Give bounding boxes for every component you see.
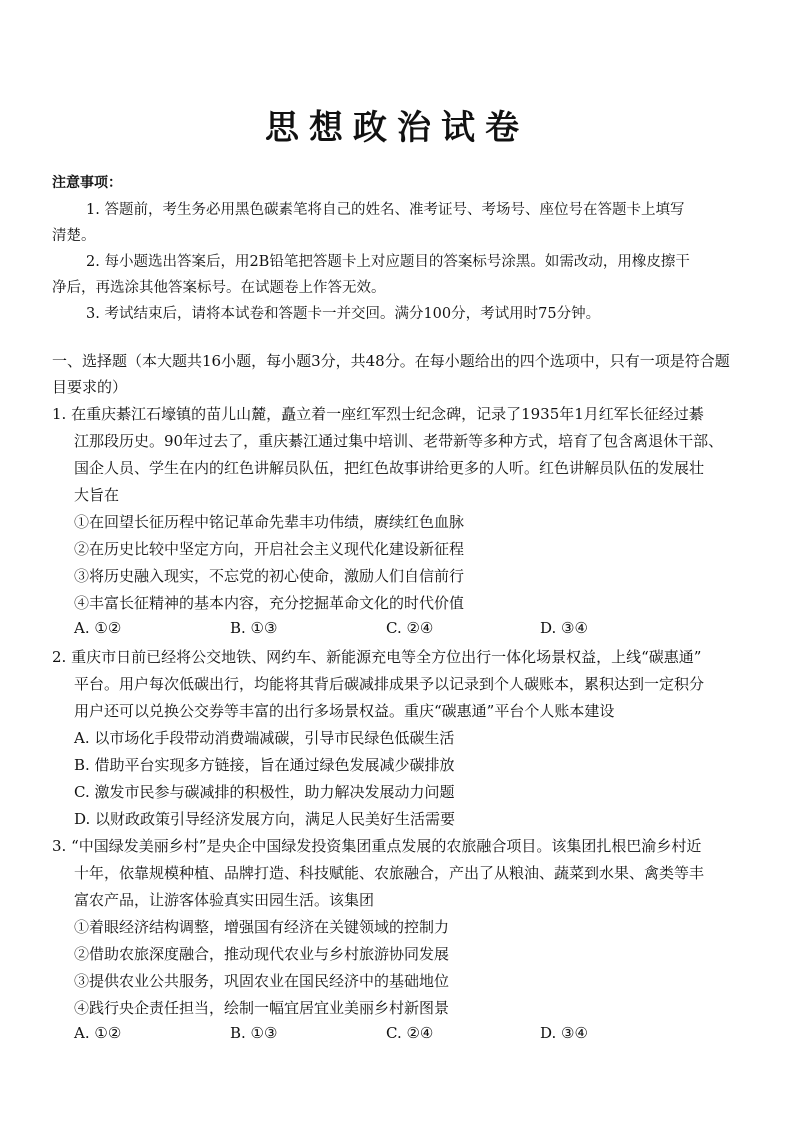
notice-line: 净后，再选涂其他答案标号。在试题卷上作答无效。 <box>52 280 386 296</box>
statement-item: ③将历史融入现实，不忘党的初心使命，激励人们自信前行 <box>74 567 465 585</box>
statement-item: ③提供农业公共服务，巩固农业在国民经济中的基础地位 <box>74 972 450 990</box>
answer-option-d: D. 以财政政策引导经济发展方向，满足人民美好生活需要 <box>74 810 456 828</box>
question-stem: 大旨在 <box>74 486 120 504</box>
answer-option-a: A. 以市场化手段带动消费端减碳，引导市民绿色低碳生活 <box>74 729 455 747</box>
statement-item: ①着眼经济结构调整，增强国有经济在关键领域的控制力 <box>74 918 450 936</box>
statement-item: ②借助农旅深度融合，推动现代农业与乡村旅游协同发展 <box>74 945 450 963</box>
choice-d: D. ③④ <box>540 1024 588 1042</box>
question-stem: 十年，依靠规模种植、品牌打造、科技赋能、农旅融合，产出了从粮油、蔬菜到水果、禽类等丰 <box>74 864 705 882</box>
question-stem: 用户还可以兑换公交券等丰富的出行多场景权益。重庆“碳惠通”平台个人账本建设 <box>74 702 615 720</box>
statement-item: ④践行央企责任担当，绘制一幅宜居宜业美丽乡村新图景 <box>74 999 450 1017</box>
statement-item: ①在回望长征历程中铭记革命先辈丰功伟绩，赓续红色血脉 <box>74 513 465 531</box>
question-stem: 富农产品，让游客体验真实田园生活。该集团 <box>74 891 375 909</box>
question-stem: 3. “中国绿发美丽乡村”是央企中国绿发投资集团重点发展的农旅融合项目。该集团扎根巴渝乡村近 <box>52 837 702 855</box>
question-stem: 江那段历史。90年过去了，重庆綦江通过集中培训、老带新等多种方式，培育了包含离退休干部、 <box>74 432 724 450</box>
question-stem: 1. 在重庆綦江石壕镇的苗儿山麓，矗立着一座红军烈士纪念碑，记录了1935年1月红军长征经过綦 <box>52 405 704 423</box>
choice-a: A. ①② <box>74 619 122 637</box>
question-stem: 平台。用户每次低碳出行，均能将其背后碳减排成果予以记录到个人碳账本，累积达到一定积分 <box>74 675 705 693</box>
statement-item: ④丰富长征精神的基本内容，充分挖掘革命文化的时代价值 <box>74 594 465 612</box>
notice-heading: 注意事项： <box>52 175 122 191</box>
section-heading: 一、选择题（本大题共16小题，每小题3分，共48分。在每小题给出的四个选项中，只有一项是符合题 <box>52 352 730 370</box>
question-stem: 2. 重庆市日前已经将公交地铁、网约车、新能源充电等全方位出行一体化场景权益，上线“碳惠通” <box>52 648 702 666</box>
section-heading: 目要求的） <box>52 378 128 396</box>
choice-c: C. ②④ <box>386 619 434 637</box>
choice-b: B. ①③ <box>230 619 278 637</box>
notice-line: 1. 答题前，考生务必用黑色碳素笔将自己的姓名、准考证号、考场号、座位号在答题卡上填写 <box>86 202 685 218</box>
answer-option-c: C. 激发市民参与碳减排的积极性，助力解决发展动力问题 <box>74 783 455 801</box>
choice-c: C. ②④ <box>386 1024 434 1042</box>
statement-item: ②在历史比较中坚定方向，开启社会主义现代化建设新征程 <box>74 540 465 558</box>
choice-b: B. ①③ <box>230 1024 278 1042</box>
notice-line: 3. 考试结束后，请将本试卷和答题卡一并交回。满分100分，考试用时75分钟。 <box>86 306 601 322</box>
notice-line: 2. 每小题选出答案后，用2B铅笔把答题卡上对应题目的答案标号涂黑。如需改动，用橡皮擦干 <box>86 254 690 270</box>
answer-option-b: B. 借助平台实现多方链接，旨在通过绿色发展减少碳排放 <box>74 756 455 774</box>
choice-a: A. ①② <box>74 1024 122 1042</box>
question-stem: 国企人员、学生在内的红色讲解员队伍，把红色故事讲给更多的人听。红色讲解员队伍的发展壮 <box>74 459 705 477</box>
page-title: 思想政治试卷 <box>265 108 529 148</box>
notice-line: 清楚。 <box>52 228 96 244</box>
choice-d: D. ③④ <box>540 619 588 637</box>
